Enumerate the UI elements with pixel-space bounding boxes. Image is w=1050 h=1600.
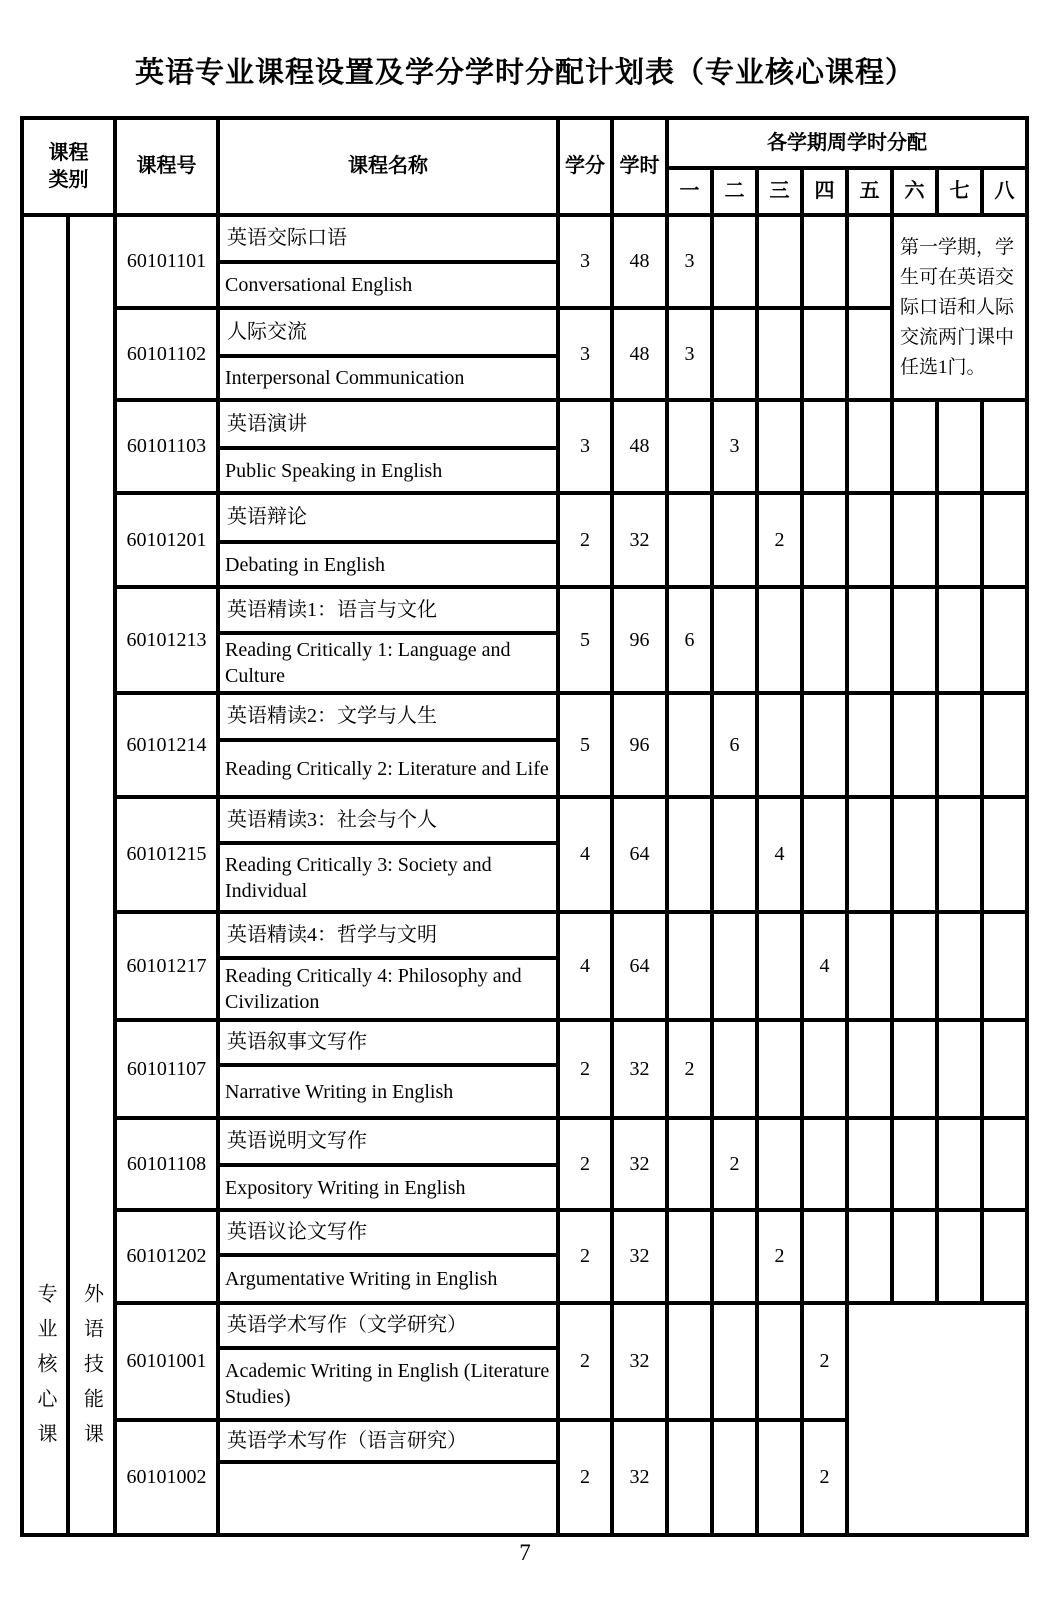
course-row-zh [22, 215, 1027, 262]
course-row-zh [22, 587, 1027, 633]
course-name-en: Reading Critically 2: Literature and Life [218, 740, 558, 797]
course-no: 60101002 [115, 1420, 218, 1535]
sem-cell-4 [802, 1020, 847, 1118]
sem-cell-1 [667, 912, 712, 1020]
sem-cell-4: 2 [802, 1303, 847, 1420]
credits-cell: 2 [558, 1210, 612, 1303]
sem-cell-2 [712, 1303, 757, 1420]
course-row-zh [22, 400, 1027, 448]
header-sem-5: 五 [847, 168, 892, 215]
sem-cell-1 [667, 1118, 712, 1210]
sem-cell-5 [847, 400, 892, 493]
sem-cell-1 [667, 1420, 712, 1535]
course-row-zh [22, 693, 1027, 740]
course-name-zh: 英语精读2：文学与人生 [218, 693, 558, 740]
sem-cell-2 [712, 1020, 757, 1118]
sem-cell-2 [712, 912, 757, 1020]
sem-cell-5 [847, 1020, 892, 1118]
sem-cell-1 [667, 400, 712, 493]
sem-cell-6 [892, 1020, 937, 1118]
sem-cell-5 [847, 1118, 892, 1210]
header-weekly-dist: 各学期周学时分配 [667, 118, 1027, 168]
course-name-zh: 英语精读3：社会与个人 [218, 797, 558, 843]
category-label-core: 专业核心课 [34, 1283, 56, 1458]
hours-cell: 32 [612, 1210, 667, 1303]
course-name-en: Reading Critically 4: Philosophy and Civilization [218, 958, 558, 1020]
course-name-en: Reading Critically 1: Language and Culture [218, 633, 558, 693]
course-name-en: Conversational English [218, 262, 558, 308]
category-cell-skills [68, 215, 115, 1535]
course-name-zh: 英语精读4：哲学与文明 [218, 912, 558, 958]
course-name-en: Reading Critically 3: Society and Individual [218, 843, 558, 912]
sem-cell-1: 2 [667, 1020, 712, 1118]
sem-cell-8 [982, 693, 1027, 797]
hours-cell: 96 [612, 693, 667, 797]
sem-cell-8 [982, 1020, 1027, 1118]
course-name-zh: 英语学术写作（语言研究） [218, 1420, 558, 1462]
hours-cell: 48 [612, 215, 667, 308]
sem-cell-6 [892, 912, 937, 1020]
sem-cell-3 [757, 587, 802, 693]
header-hours: 学时 [612, 118, 667, 215]
credits-cell: 3 [558, 308, 612, 400]
sem-cell-4 [802, 1210, 847, 1303]
page-number: 7 [519, 1540, 531, 1565]
sem-cell-5 [847, 693, 892, 797]
hours-cell: 32 [612, 493, 667, 587]
sem-cell-2 [712, 308, 757, 400]
sem-cell-1: 3 [667, 215, 712, 308]
course-name-en: Public Speaking in English [218, 448, 558, 493]
sem-cell-7 [937, 493, 982, 587]
sem-cell-1: 6 [667, 587, 712, 693]
sem-cell-7 [937, 693, 982, 797]
credits-cell: 2 [558, 1420, 612, 1535]
course-no: 60101215 [115, 797, 218, 912]
header-course-no: 课程号 [115, 118, 218, 215]
credits-cell: 3 [558, 400, 612, 493]
sem-cell-3: 2 [757, 493, 802, 587]
sem-cell-2 [712, 215, 757, 308]
sem-cell-7 [937, 587, 982, 693]
sem-cell-1 [667, 693, 712, 797]
sem-cell-5 [847, 797, 892, 912]
sem-cell-1 [667, 1303, 712, 1420]
sem-cell-4 [802, 308, 847, 400]
sem-cell-7 [937, 1118, 982, 1210]
sem-cell-5 [847, 587, 892, 693]
header-sem-3: 三 [757, 168, 802, 215]
sem-cell-6 [892, 400, 937, 493]
sem-cell-4 [802, 400, 847, 493]
sem-cell-7 [937, 1020, 982, 1118]
sem-cell-3 [757, 1118, 802, 1210]
sem-cell-8 [982, 912, 1027, 1020]
sem-cell-5 [847, 308, 892, 400]
hours-cell: 64 [612, 912, 667, 1020]
course-no: 60101201 [115, 493, 218, 587]
course-row-zh [22, 797, 1027, 843]
hours-cell: 32 [612, 1118, 667, 1210]
hours-cell: 48 [612, 400, 667, 493]
header-sem-1: 一 [667, 168, 712, 215]
credits-cell: 2 [558, 1020, 612, 1118]
sem-cell-3 [757, 215, 802, 308]
hours-cell: 32 [612, 1303, 667, 1420]
sem-cell-2: 3 [712, 400, 757, 493]
course-row-zh [22, 493, 1027, 542]
course-name-en: Argumentative Writing in English [218, 1255, 558, 1303]
course-no: 60101202 [115, 1210, 218, 1303]
curriculum-table-wrapper [20, 116, 1036, 1488]
hours-cell: 48 [612, 308, 667, 400]
course-no: 60101103 [115, 400, 218, 493]
sem-cell-8 [982, 400, 1027, 493]
sem-cell-3 [757, 400, 802, 493]
course-no: 60101107 [115, 1020, 218, 1118]
category-label-skills: 外语技能课 [80, 1283, 103, 1458]
sem-cell-2 [712, 1210, 757, 1303]
course-no: 60101214 [115, 693, 218, 797]
hours-cell: 64 [612, 797, 667, 912]
sem-cell-1 [667, 1210, 712, 1303]
sem-cell-2 [712, 493, 757, 587]
elective-note: 第一学期，学生可在英语交际口语和人际交流两门课中任选1门。 [892, 215, 1027, 400]
course-row-zh [22, 1118, 1027, 1165]
sem-cell-7 [937, 912, 982, 1020]
credits-cell: 2 [558, 1118, 612, 1210]
hours-cell: 32 [612, 1420, 667, 1535]
sem-cell-3 [757, 308, 802, 400]
course-name-zh: 英语叙事文写作 [218, 1020, 558, 1065]
sem-cell-3 [757, 693, 802, 797]
header-sem-6: 六 [892, 168, 937, 215]
sem-cell-8 [982, 493, 1027, 587]
sem-cell-1 [667, 493, 712, 587]
course-name-en: Debating in English [218, 542, 558, 587]
credits-cell: 2 [558, 493, 612, 587]
course-name-zh: 英语精读1：语言与文化 [218, 587, 558, 633]
sem-cell-2: 6 [712, 693, 757, 797]
sem-cell-4 [802, 693, 847, 797]
sem-cell-3 [757, 1420, 802, 1535]
course-no: 60101217 [115, 912, 218, 1020]
sem-cell-8 [982, 1118, 1027, 1210]
credits-cell: 4 [558, 912, 612, 1020]
sem-cell-5 [847, 493, 892, 587]
sem-cell-6 [892, 493, 937, 587]
course-name-zh: 英语辩论 [218, 493, 558, 542]
sem-cell-4 [802, 797, 847, 912]
course-no: 60101213 [115, 587, 218, 693]
sem-cell-3 [757, 1020, 802, 1118]
sem-cell-3: 2 [757, 1210, 802, 1303]
sem-cell-5 [847, 215, 892, 308]
sem-cell-6 [892, 693, 937, 797]
category-cell-core [22, 215, 68, 1535]
header-sem-7: 七 [937, 168, 982, 215]
sem-cell-1 [667, 797, 712, 912]
merged-empty-cell [847, 1303, 1027, 1535]
sem-cell-5 [847, 912, 892, 1020]
course-name-en: Expository Writing in English [218, 1165, 558, 1210]
course-no: 60101108 [115, 1118, 218, 1210]
course-row-zh [22, 308, 1027, 356]
sem-cell-2: 2 [712, 1118, 757, 1210]
credits-cell: 5 [558, 587, 612, 693]
course-no: 60101101 [115, 215, 218, 308]
header-sem-4: 四 [802, 168, 847, 215]
sem-cell-2 [712, 587, 757, 693]
course-name-en: Academic Writing in English (Literature Studies) [218, 1348, 558, 1420]
course-no: 60101102 [115, 308, 218, 400]
course-name-en [218, 1462, 558, 1535]
sem-cell-7 [937, 400, 982, 493]
sem-cell-3 [757, 912, 802, 1020]
course-no: 60101001 [115, 1303, 218, 1420]
course-name-en: Interpersonal Communication [218, 356, 558, 400]
sem-cell-6 [892, 1210, 937, 1303]
sem-cell-8 [982, 797, 1027, 912]
sem-cell-7 [937, 797, 982, 912]
sem-cell-7 [937, 1210, 982, 1303]
header-sem-2: 二 [712, 168, 757, 215]
sem-cell-8 [982, 1210, 1027, 1303]
sem-cell-3: 4 [757, 797, 802, 912]
sem-cell-4 [802, 493, 847, 587]
course-row-zh [22, 1020, 1027, 1065]
course-name-en: Narrative Writing in English [218, 1065, 558, 1118]
page-title: 英语专业课程设置及学分学时分配计划表（专业核心课程） [134, 57, 915, 89]
sem-cell-3 [757, 1303, 802, 1420]
sem-cell-1: 3 [667, 308, 712, 400]
sem-cell-4 [802, 1118, 847, 1210]
hours-cell: 96 [612, 587, 667, 693]
header-course-name: 课程名称 [218, 118, 558, 215]
sem-cell-4: 4 [802, 912, 847, 1020]
sem-cell-8 [982, 587, 1027, 693]
course-name-zh: 英语说明文写作 [218, 1118, 558, 1165]
sem-cell-2 [712, 797, 757, 912]
sem-cell-6 [892, 587, 937, 693]
sem-cell-5 [847, 1210, 892, 1303]
header-category: 课程类别 [22, 118, 115, 215]
course-name-zh: 英语演讲 [218, 400, 558, 448]
credits-cell: 2 [558, 1303, 612, 1420]
course-name-zh: 英语学术写作（文学研究） [218, 1303, 558, 1348]
credits-cell: 3 [558, 215, 612, 308]
header-sem-8: 八 [982, 168, 1027, 215]
course-row-zh [22, 1210, 1027, 1255]
course-row-zh [22, 912, 1027, 958]
sem-cell-4: 2 [802, 1420, 847, 1535]
course-row-zh [22, 1303, 1027, 1348]
course-name-zh: 英语交际口语 [218, 215, 558, 262]
credits-cell: 4 [558, 797, 612, 912]
header-credits: 学分 [558, 118, 612, 215]
course-name-zh: 英语议论文写作 [218, 1210, 558, 1255]
credits-cell: 5 [558, 693, 612, 797]
sem-cell-2 [712, 1420, 757, 1535]
curriculum-table [20, 116, 1029, 1537]
header-row-1 [22, 118, 1027, 168]
sem-cell-6 [892, 797, 937, 912]
sem-cell-4 [802, 215, 847, 308]
hours-cell: 32 [612, 1020, 667, 1118]
course-name-zh: 人际交流 [218, 308, 558, 356]
sem-cell-4 [802, 587, 847, 693]
sem-cell-6 [892, 1118, 937, 1210]
